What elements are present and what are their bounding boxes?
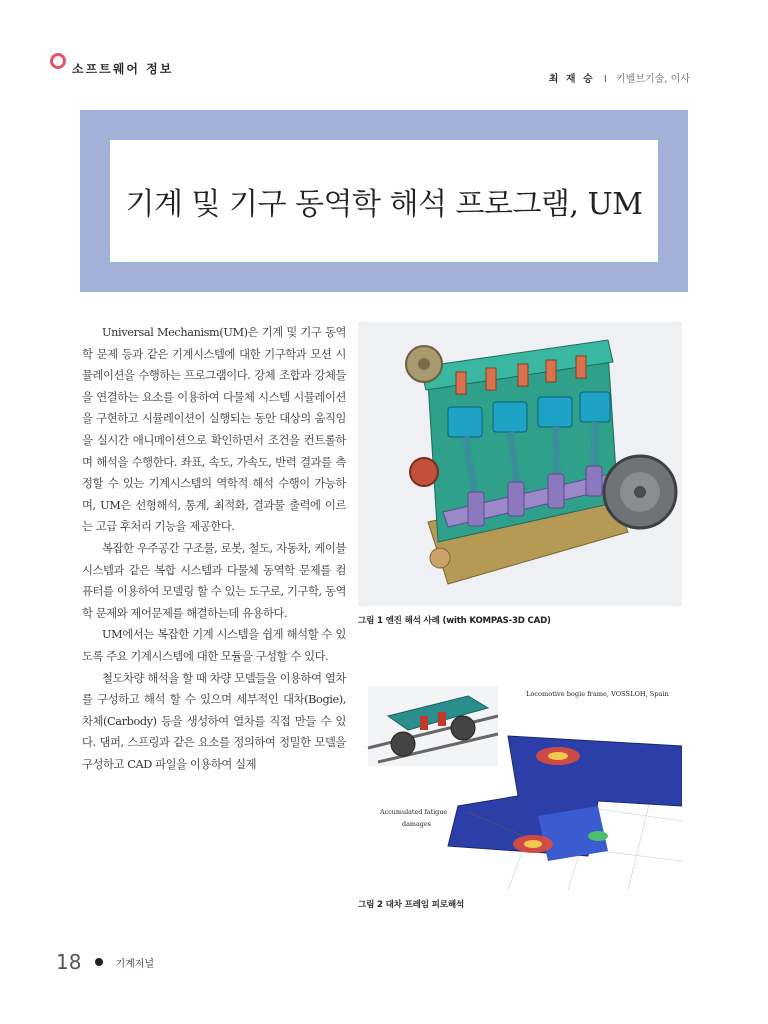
section-circle-icon: [50, 53, 66, 69]
body-paragraph: Universal Mechanism(UM)은 기계 및 기구 동역학 문제 등과 같은 기계시스템에 대한 기구학과 모션 시뮬레이션을 수행하는 프로그램이다. 강체 조합과 강체들을 연결하는 요소를 이용하여 다물체 시스템 시뮬레이션을 구현하고 시뮬레이션이 실행되는 동안 대상의 움직임을 실시간 애니메이션으로 확인하면서 조건을 컨트롤하며 해석을 수행한다. 좌표, 속도, 가속도, 반력 결과를 측정할 수 있는 기계시스템의 역학적 해석 수행이 가능하며, UM은 선형해석, 통계, 최적화, 결과물 출력에 이르는 고급 후처리 기능을 제공한다.: [82, 326, 346, 534]
page-number: 18: [56, 950, 82, 974]
fatigue-label-line2: damages: [402, 820, 431, 828]
engine-figure: [358, 322, 682, 606]
section-label: 소프트웨어 정보: [72, 62, 174, 76]
body-paragraph: UM에서는 복잡한 기계 시스템을 쉽게 해석할 수 있도록 주요 기계시스템에 대한 모듈을 구성할 수 있다.: [82, 628, 346, 663]
body-paragraph: 철도차량 해석을 할 때 차량 모델들을 이용하여 열차를 구성하고 해석 할 수 있으며 세부적인 대차(Bogie), 차체(Carbody) 등을 생성하여 열차를 직접 만들 수 있다. 댐퍼, 스프링과 같은 요소를 정의하여 정밀한 모델을 구성하고 CAD 파일을 이용하여 실제: [82, 671, 346, 771]
body-paragraph: 복잡한 우주공간 구조물, 로봇, 철도, 자동차, 케이블 시스템과 같은 복합 시스템과 다물체 동역학 문제를 컴퓨터를 이용하여 모델링 할 수 있는 도구로, 기구학, 동역학 문제와 제어문제를 해결하는데 유용하다.: [82, 541, 346, 620]
author-affiliation: 키벨브기술, 이사: [616, 74, 690, 85]
bogie-top-label: Locomotive bogie frame, VOSSLOH, Spain: [526, 690, 669, 698]
fatigue-label-line1: Accumulated fatigue: [380, 808, 448, 816]
bogie-fatigue-illustration: [358, 676, 682, 890]
figure-2-caption: 그림 2 대차 프레임 피로해석: [358, 900, 465, 910]
author-name: 최 재 승: [548, 74, 595, 85]
bogie-figure: [358, 676, 682, 890]
page-footer: [56, 950, 154, 974]
title-panel: [110, 140, 658, 262]
footer-bullet-icon: [95, 958, 103, 966]
figure-1-caption: 그림 1 엔진 해석 사례 (with KOMPAS-3D CAD): [358, 616, 551, 626]
article-title: 기계 및 기구 동역학 해석 프로그램, UM: [125, 187, 643, 222]
title-banner: [80, 110, 688, 292]
author-line: [549, 70, 690, 85]
article-body: [82, 322, 346, 775]
author-separator: I: [603, 74, 607, 85]
journal-name: 기계저널: [115, 958, 155, 970]
engine-illustration: [358, 322, 682, 606]
